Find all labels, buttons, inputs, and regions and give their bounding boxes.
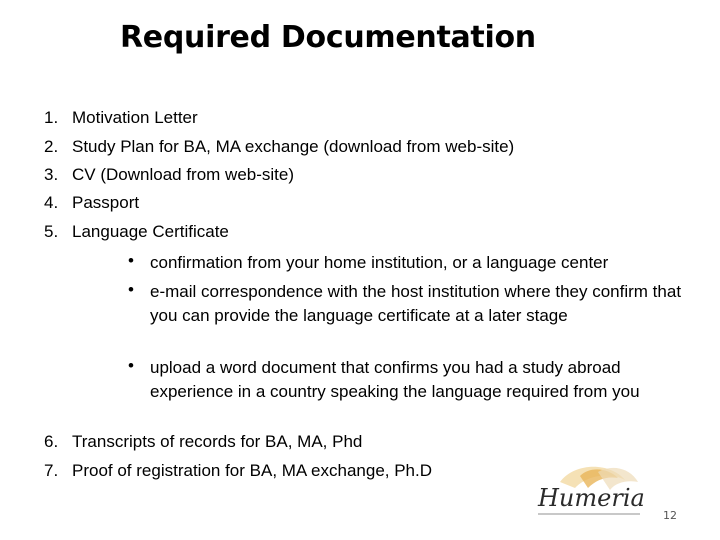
sub-list-text: confirmation from your home institution, or a language center <box>150 253 609 272</box>
list-item <box>44 165 294 185</box>
list-number: 4. <box>44 193 59 212</box>
list-text: CV (Download from web-site) <box>72 165 295 184</box>
list-text: Study Plan for BA, MA exchange (download from web-site) <box>72 137 515 156</box>
slide-title: Required Documentation <box>120 20 536 55</box>
list-number: 7. <box>44 461 59 480</box>
bullet-icon: • <box>128 280 134 299</box>
list-item <box>44 461 432 481</box>
list-text: Motivation Letter <box>72 108 198 127</box>
bullet-icon: • <box>128 356 134 375</box>
humeria-logo <box>520 462 660 522</box>
list-item <box>44 222 229 242</box>
list-text: Transcripts of records for BA, MA, Phd <box>72 432 363 451</box>
page-number: 12 <box>663 509 677 522</box>
list-text: Passport <box>72 193 140 212</box>
logo-graphic <box>520 462 660 522</box>
sub-list-text: e-mail correspondence with the host institution where they confirm that you can provide the language certificate at a later stage <box>150 282 682 325</box>
list-number: 1. <box>44 108 59 127</box>
bullet-icon: • <box>128 251 134 270</box>
list-text: Proof of registration for BA, MA exchange, Ph.D <box>72 461 433 480</box>
list-item <box>44 432 362 452</box>
sub-list-text: upload a word document that confirms you had a study abroad experience in a country speaking the language required from you <box>150 358 640 401</box>
list-number: 2. <box>44 137 59 156</box>
list-number: 3. <box>44 165 59 184</box>
list-text: Language Certificate <box>72 222 229 241</box>
list-item <box>44 137 514 157</box>
list-item <box>44 108 198 128</box>
logo-wordmark: Humeria <box>538 484 645 512</box>
list-number: 6. <box>44 432 59 451</box>
list-item <box>44 193 139 213</box>
list-number: 5. <box>44 222 59 241</box>
